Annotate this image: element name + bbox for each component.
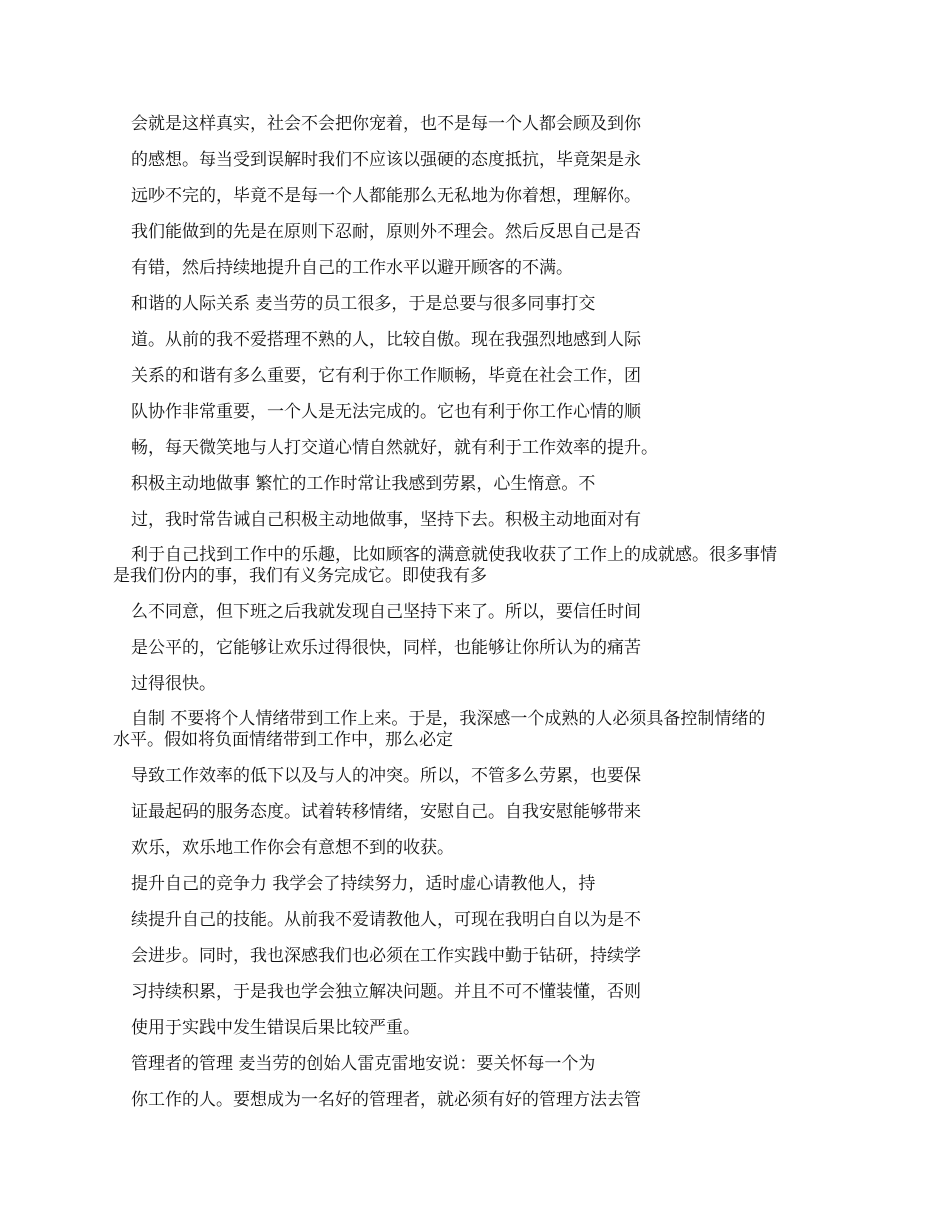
text-line: 积极主动地做事 繁忙的工作时常让我感到劳累，心生惰意。不 [131,474,596,494]
text-line: 利于自己找到工作中的乐趣，比如顾客的满意就使我收获了工作上的成就感。很多事情 [131,545,777,565]
text-line: 远吵不完的，毕竟不是每一个人都能那么无私地为你着想，理解你。 [131,186,641,206]
text-line: 是公平的，它能够让欢乐过得很快，同样，也能够让你所认为的痛苦 [131,638,641,658]
text-line: 提升自己的竞争力 我学会了持续努力，适时虚心请教他人，持 [131,874,596,894]
text-line: 我们能做到的先是在原则下忍耐，原则外不理会。然后反思自己是否 [131,222,641,242]
text-line: 有错，然后持续地提升自己的工作水平以避开顾客的不满。 [131,258,573,278]
text-line: 你工作的人。要想成为一名好的管理者，就必须有好的管理方法去管 [131,1090,641,1110]
text-line: 管理者的管理 麦当劳的创始人雷克雷地安说：要关怀每一个为 [131,1054,596,1074]
text-line: 队协作非常重要，一个人是无法完成的。它也有利于你工作心情的顺 [131,402,641,422]
text-line: 么不同意，但下班之后我就发现自己坚持下来了。所以，要信任时间 [131,602,641,622]
text-line: 欢乐，欢乐地工作你会有意想不到的收获。 [131,838,454,858]
text-line: 畅，每天微笑地与人打交道心情自然就好，就有利于工作效率的提升。 [131,438,658,458]
text-line: 的感想。每当受到误解时我们不应该以强硬的态度抵抗，毕竟架是永 [131,150,641,170]
text-line: 过得很快。 [131,674,216,694]
text-line: 水平。假如将负面情绪带到工作中，那么必定 [113,730,453,750]
text-line: 会进步。同时，我也深感我们也必须在工作实践中勤于钻研，持续学 [131,946,641,966]
text-line: 续提升自己的技能。从前我不爱请教他人，可现在我明白自以为是不 [131,910,641,930]
text-line: 是我们份内的事，我们有义务完成它。即使我有多 [113,566,487,586]
text-line: 和谐的人际关系 麦当劳的员工很多，于是总要与很多同事打交 [131,294,596,314]
text-line: 习持续积累，于是我也学会独立解决问题。并且不可不懂装懂，否则 [131,982,641,1002]
text-line: 过，我时常告诫自己积极主动地做事，坚持下去。积极主动地面对有 [131,510,641,530]
text-line: 道。从前的我不爱搭理不熟的人，比较自傲。现在我强烈地感到人际 [131,330,641,350]
text-line: 使用于实践中发生错误后果比较严重。 [131,1018,420,1038]
text-line: 关系的和谐有多么重要，它有利于你工作顺畅，毕竟在社会工作，团 [131,366,641,386]
text-line: 自制 不要将个人情绪带到工作上来。于是，我深感一个成熟的人必须具备控制情绪的 [131,709,766,729]
text-line: 会就是这样真实，社会不会把你宠着，也不是每一个人都会顾及到你 [131,114,641,134]
text-line: 导致工作效率的低下以及与人的冲突。所以，不管多么劳累，也要保 [131,766,641,786]
text-line: 证最起码的服务态度。试着转移情绪，安慰自己。自我安慰能够带来 [131,802,641,822]
